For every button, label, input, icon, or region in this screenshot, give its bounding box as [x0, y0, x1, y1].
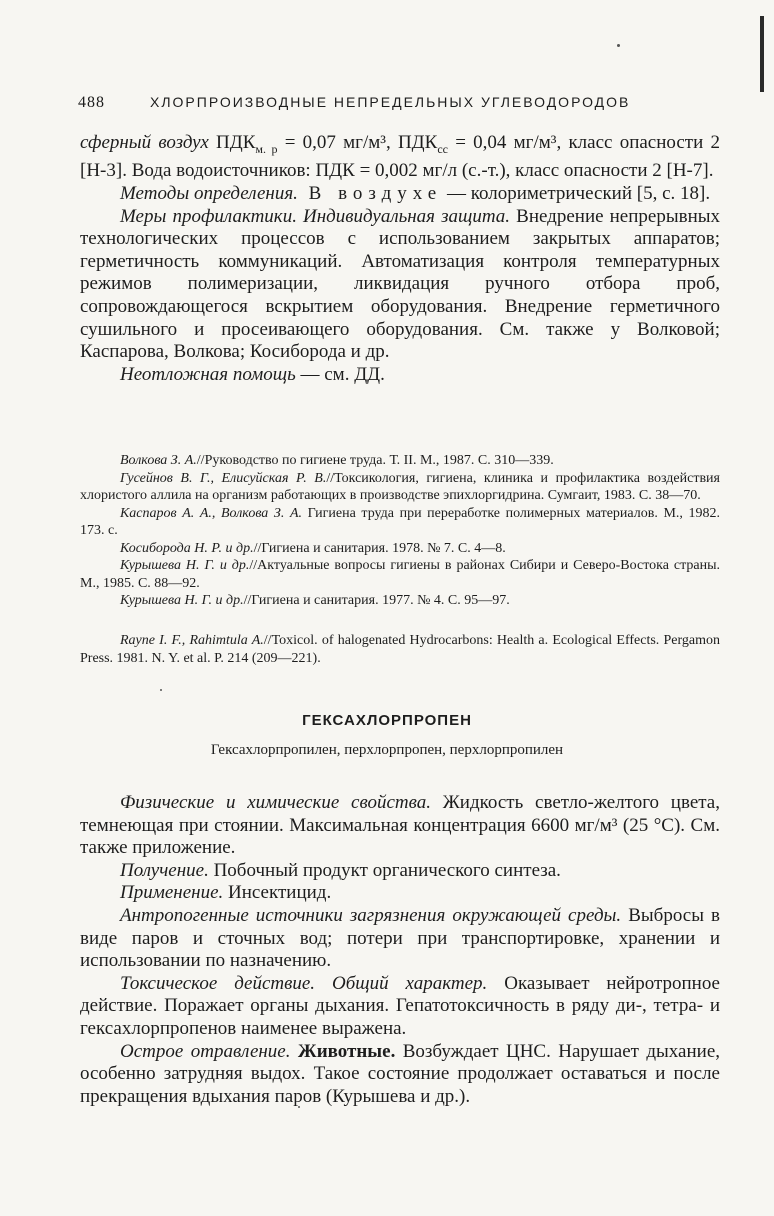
reference-list-latin	[80, 632, 720, 667]
reference-item: Волкова З. А.//Руководство по гигиене труда. Т. II. М., 1987. С. 310—339.	[120, 453, 554, 468]
paragraph-prevention: Меры профилактики. Индивидуальная защита. Внедрение непрерывных технологических процессов с использованием закрытых аппаратов; герметичность коммуникаций. Автоматизация контроля температурных режимов полимеризации, ликвидация ручного отбора проб, сопровождающегося вскрытием оборудования. Внедрение герметичного сушильного и просеивающего оборудования. См. также у Волковой; Каспарова, Волкова; Косиборода и др.	[80, 205, 720, 363]
reference-item: Курышева Н. Г. и др.//Актуальные вопросы гигиены в районах Сибири и Северо-Востока страны. М., 1985. С. 88—92.	[80, 558, 721, 591]
scan-speck	[617, 44, 620, 47]
paragraph-production: Получение. Побочный продукт органического синтеза.	[120, 859, 561, 881]
paragraph-toxic-action: Токсическое действие. Общий характер. Оказывает нейротропное действие. Поражает органы дыхания. Гепатотоксичность в ряду ди-, тетра- и гексахлорпропенов наименее выражена.	[80, 972, 720, 1039]
running-title: ХЛОРПРОИЗВОДНЫЕ НЕПРЕДЕЛЬНЫХ УГЛЕВОДОРОДОВ	[150, 94, 631, 110]
paragraph-acute-poisoning: Острое отравление. Животные. Возбуждает ЦНС. Нарушает дыхание, особенно затрудняя выдох. Такое состояние продолжает оставаться и после прекращения вдыхания паров (Курышева и др.).	[80, 1040, 721, 1107]
reference-item: Косиборода Н. Р. и др.//Гигиена и санитария. 1978. № 7. С. 4—8.	[120, 540, 506, 556]
paragraph-methods: Методы определения. В воздухе — колориметрический [5, с. 18].	[120, 182, 711, 204]
paragraph-pollution-sources: Антропогенные источники загрязнения окружающей среды. Выбросы в виде паров и сточных вод; потери при транспортировке, хранении и использовании по назначению.	[80, 904, 720, 972]
section-synonyms: Гексахлорпропилен, перхлорпропен, перхлорпропилен	[210, 742, 564, 758]
reference-item: Гусейнов В. Г., Елисуйская Р. В.//Токсикология, гигиена, клиника и профилактика воздействия хлористого аллила на организм работающих в производстве эпихлоргидрина. Сумгаит, 1983. С. 38—70.	[80, 470, 720, 503]
section-title: ГЕКСАХЛОРПРОПЕН	[302, 712, 472, 729]
reference-list	[80, 452, 720, 610]
scan-edge-mark	[760, 16, 764, 92]
paragraph-application: Применение. Инсектицид.	[120, 882, 332, 904]
paragraph-first-aid: Неотложная помощь — см. ДД.	[120, 363, 385, 385]
scan-speck	[160, 689, 162, 691]
paragraph-properties: Физические и химические свойства. Жидкость светло-желтого цвета, темнеющая при стоянии. Максимальная концентрация 6600 мг/м³ (25 °С). См. также приложение.	[80, 792, 720, 859]
page-number: 488	[78, 94, 105, 111]
reference-item: Rayne I. F., Rahimtula A.//Toxicol. of halogenated Hydrocarbons: Health a. Ecological Effects. Pergamon Press. 1981. N. Y. et al. P. 214 (209—221).	[80, 633, 720, 666]
top-section	[80, 132, 720, 386]
reference-item: Каспаров А. А., Волкова З. А. Гигиена труда при переработке полимерных материалов. М., 1982. 173. с.	[80, 505, 721, 538]
reference-item: Курышева Н. Г. и др.//Гигиена и санитария. 1977. № 4. С. 95—97.	[120, 593, 510, 608]
paragraph-air-limits: сферный воздух $ПДК_{м. р} = 0,07$ мг/м³, $ПДК_{сс} = 0,04$ мг/м³, класс опасности 2 [Н-3]. Вода водоисточников: ПДК = 0,002 мг/л (с.-т.), класс опасности 2 [Н-7].	[80, 132, 721, 182]
hexachloropropene-section	[80, 792, 720, 1108]
